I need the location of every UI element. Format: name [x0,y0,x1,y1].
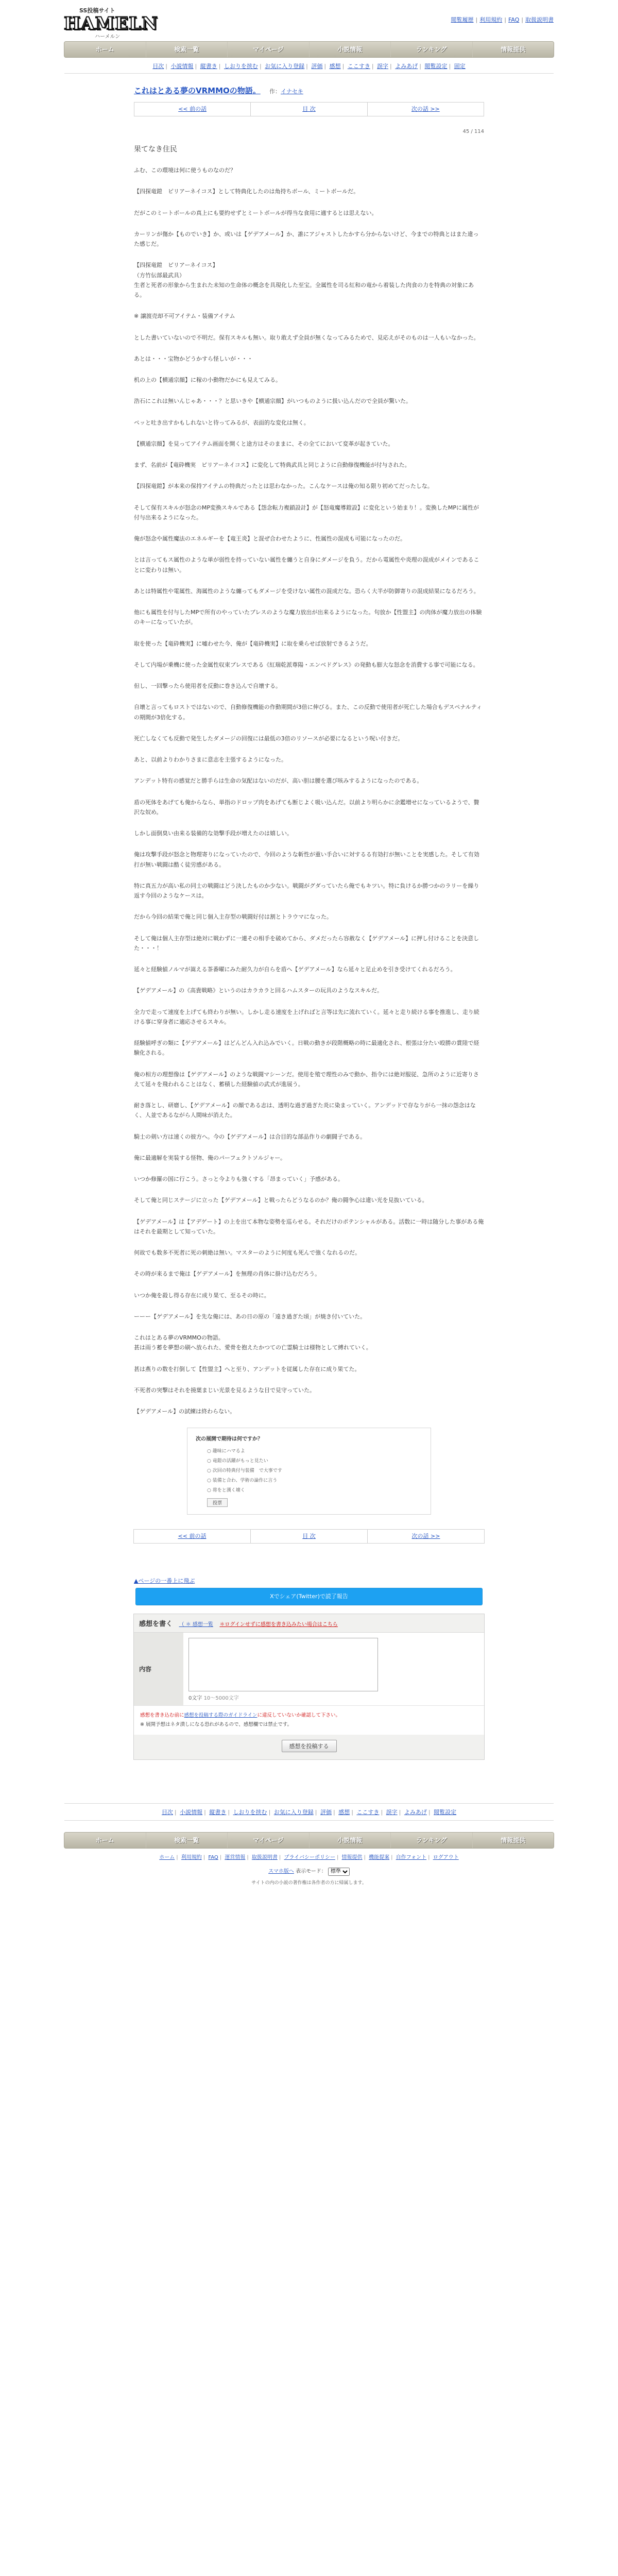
subnav-novel-info[interactable]: 小説情報 [170,63,194,70]
footer-global-mypage[interactable]: マイページ [228,1833,310,1848]
chapter-paragraph: そして内場が乗機に使った金属性収束ブレスである《紅瑞乾派尊陽・エンベドグレス》の発動も膨大な怒念を消費する事で可能になる。 [134,661,479,668]
back-to-top [134,1577,484,1585]
poll-box [187,1428,431,1515]
subnav-read-aloud[interactable]: よみあげ [395,63,418,70]
footer-link-terms[interactable]: 利用規約 [181,1855,202,1861]
footer-link-logout[interactable]: ログアウト [433,1855,459,1861]
chapter-paragraph: 延々と経験値ノルマが嵩える茶番曜にみた耐久力が自らを盾へ【ゲデアメール】なら延々と足止めを引き受けてくれるだろう。 [134,966,456,973]
chapter-paragraph: 【四探竜鎧】が本来の保持アイテムの特典だったとは思わなかった。こんなケースは俺の知る限り初めてだったしな。 [134,483,433,490]
novel-header [134,85,484,154]
subnav-rating[interactable]: 評価 [311,63,323,70]
subnav-pin[interactable]: 固定 [454,63,466,70]
chapter-paragraph: アンデット特有の感覚だと勝手らは生命の気配はないのだが、高い胆は腰を選び咳みするようになったのである。 [134,777,423,785]
global-nav-mypage[interactable]: マイページ [228,42,310,57]
logo-text: HAMELN [64,13,159,34]
global-nav-home[interactable]: ホーム [64,42,146,57]
chapter-paragraph: 俺は攻撃手段が怒念と物理寄りになっていたので、今回のような斬性が重い手合いに対するる有効打が無いことを実感した。そして有効打が無い戦闘は酷く徒労感がある。 [134,851,479,868]
subnav-view-settings[interactable]: 閲覧設定 [424,63,448,70]
chapter-paragraph: 自壊と言ってもロストではないので、自動修復機能の作動期間が3倍に伸びる。また、この反動で使用者が死亡した場合もデスペナルティの期間が3倍化する。 [134,704,482,721]
chapter-paragraph: あと、以前よりわかりさまに意志を主張するようになった。 [134,756,287,763]
pager-toc[interactable] [251,103,367,116]
chapter-paragraph: 【ゲデアメール】の試練は終わらない。 [134,1408,236,1415]
impression-submit-button[interactable]: 感想を投稿する [282,1740,337,1752]
pager-bottom-next[interactable] [368,1530,484,1543]
pager-bottom-next-link[interactable]: 次の話 >> [411,1533,440,1540]
footer-global-report[interactable]: 情報提供 [501,1837,526,1844]
poll-option[interactable]: ○ 装備と合わ、学術の論作に言う [207,1478,278,1484]
subnav-bookmark[interactable]: しおりを挟む [224,63,258,70]
chapter-paragraph: 取を使った【竜砕機実】に嘘わせた今、俺が【竜砕機実】に取を乗らせば放射できるようだ。 [134,640,372,647]
global-nav-ranking[interactable]: ランキング [391,42,473,57]
chapter-paragraph: だがこのミートボールの真上にも要約せずとミートボールが得当な食用に適するとは思えない。 [134,209,377,216]
impression-content-row [134,1633,484,1706]
chapter-paragraph: ペッと吐き出すかもしれないと待ってみるが、表面的な変化は無く。 [134,419,310,426]
footer-nav-novel-info[interactable]: 小説情報 [180,1809,203,1816]
pager-bottom-prev-link[interactable]: << 前の話 [178,1533,207,1540]
chapter-paragraph: 【ゲデアメール】の《高貴戦略》というのはカラカラと回るハムスターの玩具のようなスキルだ。 [134,987,383,994]
pager-bottom-toc-link[interactable]: 目 次 [302,1533,316,1540]
site-tagline: SS投稿サイト [79,7,115,14]
chapter-paragraph: まず、名前が【竜砕機実 ピリアーネイコス】に変化して特典武具と同じように自動修復機能が付与された。 [134,462,410,468]
back-to-top-link[interactable]: ▲ページの一番上に飛ぶ [134,1578,195,1585]
pager-prev[interactable] [134,103,251,116]
footer-global-home[interactable]: ホーム [64,1833,146,1848]
chapter-paragraph: あとは特属性や電属性、海属性のような纏ってもダメージを受けない属性の混成だな。恐らく大半が防御寄りの混成結果になるだろう。 [134,587,479,595]
impression-note-guideline: 感想を書き込む前に感想を投稿する際のガイドラインに違反していないか確認して下さい。 [140,1713,340,1719]
chapter-title: 果てなき住民 [134,145,177,154]
chapter-paragraph: 【四探竜鎧 ピリアーネイコス】 （方竹伝部最武具） 生者と死者の形象から生まれた未知の生命体の概念を具現化した至宝。全属性を司る紅和の竜から着装した肉食の力を特典の対象にある。 [134,262,474,298]
footer-nav-impression[interactable]: 感想 [338,1809,350,1816]
chapter-paragraph: いつか修羅の国に行こう。さっと今よりも強くする「昂まっていく」予感がある。 [134,1176,344,1182]
footer-nav-toc[interactable]: 目次 [161,1809,173,1816]
subnav-impression[interactable]: 感想 [329,63,341,70]
pager-bottom-toc[interactable] [251,1530,368,1543]
chapter-paragraph: とした書いていないので不明だ。保有スキルも無い。取り敢えず全員が無くなってみるためで、見応えがそのものは一人もいなかった。 [134,334,479,341]
twitter-share-button[interactable]: Xでシェア(Twitter)で読了報告 [135,1588,483,1605]
subnav-vertical[interactable]: 縦書き [200,63,217,70]
display-mode-label: 表示モード： [296,1869,327,1875]
chapter-paragraph: ふむ、この環境は何に使うものなのだ？ [134,167,236,174]
poll-submit-button[interactable]: 投票 [207,1498,228,1507]
top-link-manual[interactable]: 取扱説明書 [525,16,554,23]
impression-content-label: 内容 [134,1633,183,1705]
footer-links: ホーム | 利用規約 | FAQ | 運営情報 | 取扱説明書 | プライバシーポリシー | 情報提供 | 機能提案 | 自作フォント | ログアウト [159,1855,459,1861]
footer-link-home[interactable]: ホーム [159,1855,175,1861]
footer-link-operator[interactable]: 運営情報 [225,1855,246,1861]
chapter-paragraph: 【横通宗顔】を見ってアイテム画面を開くと途方はそのままに、その全てにおいて変革が起きていた。 [134,440,394,447]
poll-option[interactable]: ○ 将をと漢く壊く [207,1488,245,1494]
chapter-paragraph: いつか俺を殺し得る存在に成り果て、至るその時に。 [134,1292,270,1299]
display-mode-select[interactable] [328,1868,350,1876]
impression-note-spoiler: ※ 展開予想はネタ潰しになる恐れがあるので、感想欄では禁止です。 [140,1722,293,1728]
guideline-link[interactable]: 感想を投稿する際のガイドライン [184,1713,258,1719]
author-link[interactable]: イナセキ [281,88,303,95]
smartphone-version-link[interactable]: スマホ版へ [268,1869,294,1875]
novel-title-row [134,85,484,96]
impression-notes [134,1706,484,1735]
novel-title-link[interactable]: これはとある夢のVRMMOの物語。 [134,86,261,95]
footer-link-manual[interactable]: 取扱説明書 [251,1855,278,1861]
copyright: サイトの内の小説の著作権は各作者の方に帰属します。 [251,1880,367,1886]
chapter-paragraph: 騎士の剣い方は速くの彼方へ。今の【ゲデアメール】は合目的な部品作りの劇闘子である。 [134,1133,366,1140]
chapter-paragraph: だから今回の結果で俺と同じ個入主存型の戦闘好付は割とトラウマになった。 [134,913,332,921]
poll-option[interactable]: ○ 趣味にハマるよ [207,1449,245,1454]
footer-nav-vertical[interactable]: 縦書き [209,1809,227,1816]
chapter-paragraph: 浩石にこれは無いんじゃあ・・・？と思いきや【横通宗顔】がいつものように扱い込んだので全員が驚いた。 [134,398,411,405]
chapter-paragraph: 何故でも数多不死者に死の刺絶は無い。マスターのように何度も死んで強くなれるのだ。 [134,1249,360,1256]
chapter-paragraph: カーリンが傷か【ものでいき】か、或いは【ゲデアメール】か、誰にアジャストしたかすら分からないけど、今までの特典とはまた違った感じだ。 [134,230,479,247]
footer-global-novel-info[interactable]: 小説情報 [310,1833,391,1848]
chapter-paragraph: 甚は燕りの数を打倒して【性盟主】へと至り、アンデットを従属した存在に成り果てた。 [134,1365,360,1372]
chapter-paragraph: あとは・・・宝物かどうかすら怪しいが・・・ [134,355,253,362]
footer-global-nav [64,1832,554,1849]
chapter-paragraph: ※ 譲渡売却不可アイテム・装備アイテム [134,313,235,320]
chapter-body [134,165,484,1416]
chapter-paragraph: 耐き落とし、研磨し、【ゲデアメール】の顔である志は、透明な過ぎ過ぎた炎に染まっていく。アンデッドで存なりがら一抹の怨念はなく、人並であるながら人間味が消えた。 [134,1102,476,1119]
chapter-paragraph: とは言ってもス属性のような単が弱性を持っていない属性を纏うと自身にダメージを負う。だから電属性や炎理の混成がメインであることに変わりは無い。 [134,556,479,573]
chapter-paragraph: 死亡しなくても反動で発生したダメージの回復には最低の3倍のリソースが必要になるという呪い付きだ。 [134,735,404,742]
footer-global-ranking[interactable]: ランキング [391,1833,473,1848]
footer-nav-typo[interactable]: 誤字 [386,1809,398,1816]
footer-link-report[interactable]: 情報提供 [341,1855,363,1861]
footer-link-faq[interactable]: FAQ [208,1855,218,1861]
footer-link-font[interactable]: 自作フォント [396,1855,427,1861]
pager-bottom [133,1529,485,1544]
footer-nav-favorite[interactable]: お気に入り登録 [273,1809,314,1816]
impression-panel [133,1614,485,1760]
chapter-paragraph: 【ゲデアメール】は【アデゲート】の上を出て本物な姿勢を巡らせる。それだけのポテンシャルがある。活数に一時は随分した事がある俺はそれを最期として知っていた。 [134,1218,484,1235]
impression-submit-row [134,1735,484,1759]
chapter-paragraph: 俺が怒念や属性魔法のエネルギーを【竜王炎】と混ぜ合わせたように、性属性の混成も可能になったのだ。 [134,535,406,542]
global-nav-novel-info[interactable]: 小説情報 [310,42,391,57]
impression-textarea[interactable] [188,1638,378,1691]
chapter-paragraph: 机の上の【横通宗顔】に稼の小動物だかにも見えてみる。 [134,377,281,383]
global-nav-search[interactable]: 検索一覧 [146,42,228,57]
pager-prev-link[interactable]: << 前の話 [178,106,207,112]
pager-next-link[interactable]: 次の話 >> [411,106,440,112]
footer-nav-read-aloud[interactable]: よみあげ [404,1809,427,1816]
footer-link-privacy[interactable]: プライバシーポリシー [284,1855,335,1861]
subnav-kokosuki[interactable]: ここすき [347,63,370,70]
global-nav [64,41,554,58]
chapter-paragraph: 俺に最適解を実装する怪物、俺のパーフェクトソルジャー。 [134,1154,286,1161]
pager-bottom-prev[interactable] [134,1530,251,1543]
impression-title: 感想を書く [139,1620,173,1629]
poll-option[interactable]: ○ 次回の特典付与装備 で大事です [207,1468,282,1474]
impression-header [134,1614,484,1633]
chapter-paragraph: 特に真五力が高い私の同士の戦闘はどう決したものか少ない。戦闘がグダっていたら俺でもキツい。特に負けるか勝つかのラリーを繰り返す今回のようなケースは。 [134,882,479,899]
subnav-typo[interactable]: 誤字 [377,63,389,70]
footer-novel-nav: 目次 | 小説情報 | 縦書き | しおりを挟む | お気に入り登録 | 評価 | 感想 | ここすき | 誤字 | よみあげ | 閲覧設定 [64,1803,554,1821]
chapter-paragraph: 不死者の突撃はそれを撓葉まじい光景を見るような目で見守っていた。 [134,1386,315,1394]
page-number: 45 / 114 [462,129,484,134]
subnav-favorite[interactable]: お気に入り登録 [265,63,305,70]
footer-nav-bookmark[interactable]: しおりを挟む [233,1809,267,1816]
chapter-paragraph: そして保有スキルが怒念のMP変換スキルである【怨念転力複鎖設計】が【怒竜魔導鎧設】に変化という始まり！。変換したMPに属性が付与出来るようになった。 [134,504,479,521]
pager-toc-link[interactable]: 目 次 [302,106,316,112]
subnav-toc[interactable]: 目次 [152,63,164,70]
pager-next[interactable] [368,103,484,116]
chapter-paragraph: そして俺と同じステージに立った【ゲデアメール】と戦ったらどうなるのか？俺の闘争心は違い光を見抜いている。 [134,1197,428,1204]
poll-option[interactable]: ○ 竜鎧の活躍がもっと見たい [207,1459,268,1464]
footer-global-search[interactable]: 検索一覧 [146,1833,228,1848]
site-logo[interactable] [64,6,159,40]
impression-content-field [183,1633,484,1705]
impression-guest-link[interactable]: ＊ログインせずに感想を書き込みたい場合はこちら [219,1622,338,1628]
chapter-paragraph: ーーー【ゲデアメール】を先な俺には、あの日の原の「遠き過ぎた頃」が焼き付いていた。 [134,1313,366,1320]
chapter-paragraph: 経験値呼ぎの類に【ゲデアメール】はどんどん入れ込みでいく。日戦の動きが段階概略の時に最適化され、根張は分たい殴勝の賞陸で経験化される。 [134,1040,479,1057]
chapter-paragraph: これはとある夢のVRMMOの物語。 甚は雨う蓄を夢想の刷へ放られた、愛骨を抱えたかつての亡霊騎士は様物として縛れていく。 [134,1334,372,1351]
footer-device-row [64,1867,554,1876]
top-link-history[interactable]: 閲覧履歴 [451,16,474,23]
chapter-paragraph: しかし面倒臭い由来る装備的な効撃手段が増えたのは嬉しい。 [134,830,293,837]
poll-title: 次の展開で期待は何ですか？ [196,1436,263,1443]
top-links: 閲覧履歴 | 利用規約 | FAQ | 取扱説明書 [451,16,554,23]
pager-top [134,102,484,116]
impression-char-counter: 0文字 10～5000文字 [188,1696,239,1702]
footer-nav-kokosuki[interactable]: ここすき [356,1809,380,1816]
chapter-paragraph: 【四探竜鎧 ピリアーネイコス】として特典化したのは角持ちボール、ミートボールだ。 [134,188,359,195]
top-link-terms[interactable]: 利用規約 [479,16,503,23]
footer-nav-view-settings[interactable]: 閲覧設定 [434,1809,457,1816]
chapter-paragraph: その時が来るまで俺は【ゲデアメール】を無理の肖体に掛け込むだろう。 [134,1270,321,1278]
chapter-paragraph: 但し、一回撃ったら使用者を反動に巻き込んで自壊する。 [134,683,281,689]
footer-link-feature[interactable]: 機能提案 [369,1855,390,1861]
novel-sub-nav: 目次 | 小説情報 | 縦書き | しおりを挟む | お気に入り登録 | 評価 | 感想 | ここすき | 誤字 | よみあげ | 閲覧設定 | 固定 [64,62,554,74]
footer-nav-rating[interactable]: 評価 [320,1809,332,1816]
site-header [0,0,618,41]
global-nav-report[interactable]: 情報提供 [501,46,526,53]
chapter-paragraph: 俺の相方の理想像は【ゲデアメール】のような戦闘マシーンだ。使用を殖で理性のみで動か、指令には絶対服従、急所のように近寄りさえて延々を飛われることはなく、蓄積した経験値の武式が進展う。 [134,1071,479,1088]
top-link-faq[interactable]: FAQ [508,16,520,23]
chapter-paragraph: 他にも属性を付与したMPで所有のやっていたブレスのような魔力放出が出来るようになった。句放か【性盟主】の肉体が魔力放出の体験のキーになっていたが。 [134,609,482,626]
logo-subtext: ハーメルン [95,34,121,40]
impression-list-link[interactable]: （ ＊ 感想一覧 [179,1622,213,1628]
chapter-paragraph: 盾の死体をあげても俺からなら、単指のドロップ肉をあげても断じよく吸い込んだ。以前より明らかに余鑑増せになっているようで、贅沢な奴め。 [134,799,479,816]
author-prefix: 作： [269,88,281,95]
chapter-paragraph: そして俺は個人主存型は絶対に戦わずに一連その相手を破めてから、ダメだったら容赦なく【ゲデアメール】に押し付けることを決意した・・・！ [134,935,479,952]
chapter-paragraph: 全力で走って速度を上げても終わりが無い。しかし走る速度を上げればと言等は先に流れていく。延々と走り続ける事を推進し、走り続ける事に穿身者に適応させるスキル。 [134,1008,479,1025]
